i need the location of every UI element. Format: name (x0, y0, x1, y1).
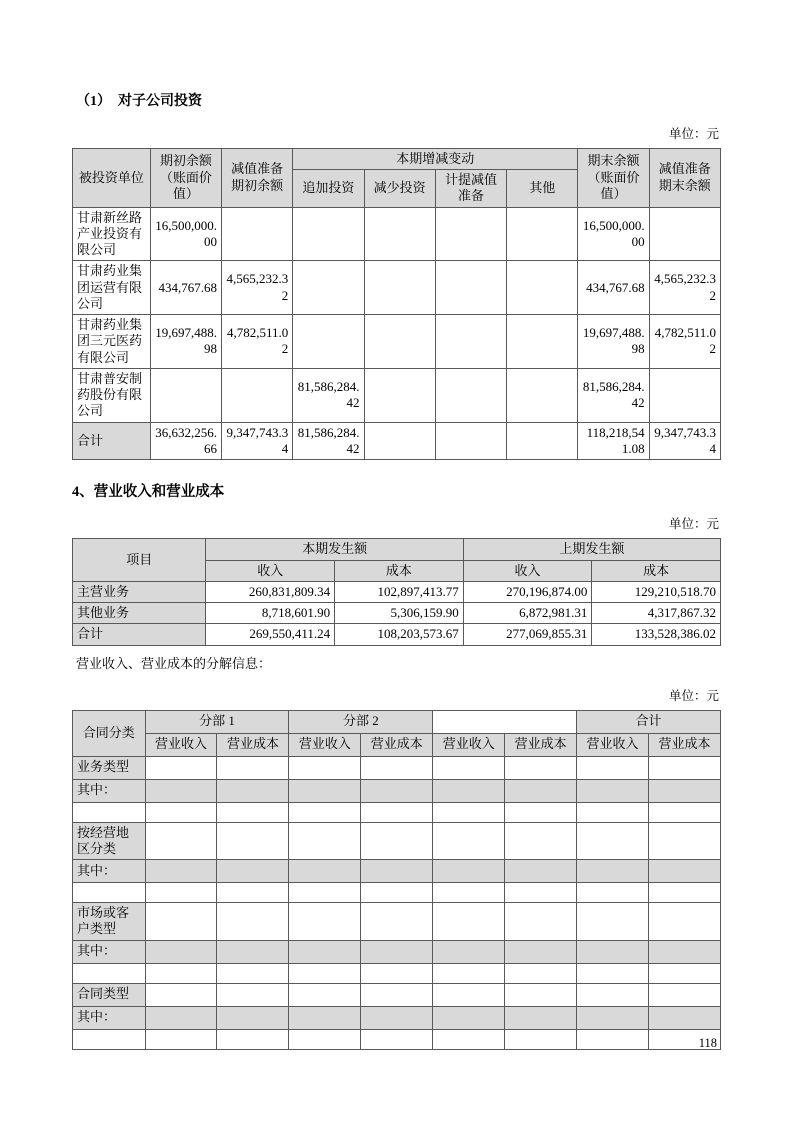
empty-cell (361, 963, 433, 983)
header-revenue: 营业收入 (145, 733, 217, 756)
empty-cell (505, 1006, 577, 1029)
empty-cell (649, 963, 721, 983)
header-other: 其他 (507, 170, 578, 208)
subsidiary-investment-table (72, 148, 721, 460)
amount-cell: 260,831,809.34 (206, 581, 335, 602)
table-row (73, 581, 721, 602)
empty-cell (361, 940, 433, 963)
empty-cell (217, 1006, 289, 1029)
header-cost: 营业成本 (217, 733, 289, 756)
header-item: 项目 (73, 539, 206, 582)
empty-cell (433, 802, 505, 822)
empty-cell (145, 883, 217, 903)
empty-cell (217, 903, 289, 941)
category-label-cell: 市场或客户类型 (73, 903, 146, 941)
amount-cell: 36,632,256.66 (150, 422, 221, 460)
amount-cell: 9,347,743.34 (222, 422, 293, 460)
amount-cell: 4,565,232.32 (222, 261, 293, 315)
amount-cell: 118,218,541.08 (578, 422, 649, 460)
empty-cell (217, 779, 289, 802)
empty-cell (577, 779, 649, 802)
table-row (73, 315, 721, 369)
empty-cell (505, 883, 577, 903)
category-label-cell: 按经营地区分类 (73, 822, 146, 860)
total-label-cell: 合计 (73, 422, 151, 460)
item-label-cell: 主营业务 (73, 581, 206, 602)
amount-cell: 9,347,743.34 (649, 422, 720, 460)
page-number: 118 (698, 1036, 717, 1050)
empty-cell (505, 983, 577, 1006)
page-content (72, 0, 721, 1050)
empty-cell (649, 860, 721, 883)
amount-cell: 5,306,159.90 (335, 603, 464, 624)
empty-cell (577, 940, 649, 963)
amount-cell: 4,317,867.32 (592, 603, 721, 624)
amount-cell (649, 368, 720, 422)
amount-cell (435, 315, 506, 369)
amount-cell: 81,586,284.42 (293, 368, 364, 422)
table-header-row (73, 710, 721, 733)
empty-cell (649, 779, 721, 802)
empty-cell (289, 883, 361, 903)
header-cost: 营业成本 (649, 733, 721, 756)
empty-cell (145, 822, 217, 860)
empty-cell (361, 1029, 433, 1049)
header-impairment-provision: 计提减值准备 (435, 170, 506, 208)
amount-cell: 19,697,488.98 (150, 315, 221, 369)
total-label-cell: 合计 (73, 624, 206, 645)
amount-cell (507, 261, 578, 315)
empty-cell (433, 822, 505, 860)
investee-name-cell: 甘肃药业集团三元医药有限公司 (73, 315, 151, 369)
empty-cell (289, 903, 361, 941)
amount-cell: 270,196,874.00 (463, 581, 592, 602)
header-additional-investment: 追加投资 (293, 170, 364, 208)
empty-cell (73, 883, 146, 903)
amount-cell: 8,718,601.90 (206, 603, 335, 624)
amount-cell (435, 368, 506, 422)
investee-name-cell: 甘肃新丝路产业投资有限公司 (73, 207, 151, 261)
header-cost: 成本 (335, 560, 464, 581)
header-revenue: 营业收入 (577, 733, 649, 756)
empty-cell (505, 1029, 577, 1049)
empty-cell (433, 903, 505, 941)
empty-cell (217, 983, 289, 1006)
empty-cell (73, 802, 146, 822)
empty-cell (289, 822, 361, 860)
table-row (73, 368, 721, 422)
empty-cell (649, 802, 721, 822)
empty-cell (361, 802, 433, 822)
amount-cell: 16,500,000.00 (150, 207, 221, 261)
empty-cell (433, 883, 505, 903)
empty-cell (289, 756, 361, 779)
amount-cell: 6,872,981.31 (463, 603, 592, 624)
empty-cell (217, 860, 289, 883)
header-cost: 成本 (592, 560, 721, 581)
header-opening-balance: 期初余额（账面价值） (150, 148, 221, 207)
table-row (73, 261, 721, 315)
including-label-cell: 其中： (73, 860, 146, 883)
header-segment3-blank (433, 710, 577, 733)
empty-cell (577, 1006, 649, 1029)
empty-cell (361, 1006, 433, 1029)
table-total-row (73, 624, 721, 645)
empty-cell (217, 802, 289, 822)
header-cost: 营业成本 (505, 733, 577, 756)
table-row (73, 903, 721, 941)
table-header-row (73, 733, 721, 756)
section-title: 4、营业收入和营业成本 (72, 484, 225, 501)
table-row (73, 983, 721, 1006)
empty-cell (361, 779, 433, 802)
empty-cell (433, 756, 505, 779)
table-row (73, 860, 721, 883)
amount-cell: 434,767.68 (578, 261, 649, 315)
empty-cell (361, 983, 433, 1006)
empty-cell (577, 822, 649, 860)
empty-cell (217, 822, 289, 860)
amount-cell: 4,565,232.32 (649, 261, 720, 315)
empty-cell (649, 822, 721, 860)
category-label-cell: 业务类型 (73, 756, 146, 779)
empty-cell (649, 983, 721, 1006)
empty-cell (577, 860, 649, 883)
amount-cell (507, 315, 578, 369)
empty-cell (433, 983, 505, 1006)
amount-cell: 102,897,413.77 (335, 581, 464, 602)
empty-cell (433, 963, 505, 983)
header-closing-balance: 期末余额（账面价值） (578, 148, 649, 207)
empty-cell (577, 963, 649, 983)
empty-cell (433, 860, 505, 883)
amount-cell (507, 207, 578, 261)
empty-cell (577, 903, 649, 941)
empty-cell (433, 1006, 505, 1029)
empty-cell (361, 822, 433, 860)
amount-cell: 81,586,284.42 (293, 422, 364, 460)
amount-cell (435, 261, 506, 315)
empty-cell (361, 756, 433, 779)
amount-cell (507, 422, 578, 460)
table-total-row (73, 422, 721, 460)
empty-cell (649, 883, 721, 903)
empty-cell (577, 983, 649, 1006)
revenue-cost-table (72, 538, 721, 645)
amount-cell (435, 207, 506, 261)
header-segment2: 分部 2 (289, 710, 433, 733)
unit-label: 单位：元 (668, 688, 719, 703)
empty-cell (505, 802, 577, 822)
header-contract-category: 合同分类 (73, 710, 146, 756)
empty-cell (289, 860, 361, 883)
amount-cell (293, 207, 364, 261)
amount-cell: 16,500,000.00 (578, 207, 649, 261)
empty-cell (289, 963, 361, 983)
empty-cell (145, 1006, 217, 1029)
header-revenue: 营业收入 (289, 733, 361, 756)
header-income: 收入 (206, 560, 335, 581)
unit-label: 单位：元 (668, 126, 719, 141)
empty-cell (577, 756, 649, 779)
table-row (73, 1006, 721, 1029)
empty-cell (73, 1029, 146, 1049)
empty-cell (577, 802, 649, 822)
amount-cell: 19,697,488.98 (578, 315, 649, 369)
empty-cell (649, 756, 721, 779)
amount-cell (150, 368, 221, 422)
header-impairment-closing: 减值准备期末余额 (649, 148, 720, 207)
empty-cell (217, 883, 289, 903)
header-cost: 营业成本 (361, 733, 433, 756)
header-reduced-investment: 减少投资 (364, 170, 435, 208)
header-segment1: 分部 1 (145, 710, 289, 733)
empty-cell (145, 1029, 217, 1049)
empty-cell (433, 779, 505, 802)
amount-cell: 4,782,511.02 (222, 315, 293, 369)
table-row (73, 883, 721, 903)
empty-cell (289, 940, 361, 963)
amount-cell (364, 422, 435, 460)
empty-cell (649, 1006, 721, 1029)
empty-cell (505, 779, 577, 802)
empty-cell (289, 1029, 361, 1049)
empty-cell (361, 883, 433, 903)
empty-cell (145, 940, 217, 963)
including-label-cell: 其中： (73, 779, 146, 802)
amount-cell (649, 207, 720, 261)
amount-cell: 133,528,386.02 (592, 624, 721, 645)
empty-cell (505, 822, 577, 860)
empty-cell (649, 940, 721, 963)
table-row (73, 802, 721, 822)
amount-cell (293, 261, 364, 315)
empty-cell (289, 983, 361, 1006)
table-row (73, 603, 721, 624)
amount-cell (364, 368, 435, 422)
empty-cell (505, 860, 577, 883)
empty-cell (505, 903, 577, 941)
table-header-row (73, 148, 721, 169)
amount-cell: 81,586,284.42 (578, 368, 649, 422)
amount-cell: 269,550,411.24 (206, 624, 335, 645)
amount-cell: 4,782,511.02 (649, 315, 720, 369)
empty-cell (433, 940, 505, 963)
table-row (73, 940, 721, 963)
including-label-cell: 其中： (73, 940, 146, 963)
header-period-change-group: 本期增减变动 (293, 148, 578, 169)
amount-cell (507, 368, 578, 422)
empty-cell (289, 779, 361, 802)
table-row (73, 207, 721, 261)
empty-cell (577, 883, 649, 903)
empty-cell (649, 903, 721, 941)
amount-cell: 277,069,855.31 (463, 624, 592, 645)
table-header-row (73, 539, 721, 560)
header-income: 收入 (463, 560, 592, 581)
header-investee: 被投资单位 (73, 148, 151, 207)
amount-cell (222, 207, 293, 261)
table-row (73, 963, 721, 983)
header-total: 合计 (577, 710, 721, 733)
amount-cell (364, 315, 435, 369)
unit-label: 单位：元 (668, 517, 719, 532)
empty-cell (577, 1029, 649, 1049)
empty-cell (505, 756, 577, 779)
header-prior-period: 上期发生额 (463, 539, 720, 560)
amount-cell: 108,203,573.67 (335, 624, 464, 645)
empty-cell (289, 802, 361, 822)
amount-cell (293, 315, 364, 369)
empty-cell (361, 860, 433, 883)
revenue-breakdown-table (72, 710, 721, 1050)
table-row (73, 1029, 721, 1049)
investee-name-cell: 甘肃普安制药股份有限公司 (73, 368, 151, 422)
empty-cell (217, 963, 289, 983)
empty-cell (433, 1029, 505, 1049)
empty-cell (145, 963, 217, 983)
table-row (73, 822, 721, 860)
empty-cell (145, 860, 217, 883)
breakdown-note: 营业收入、营业成本的分解信息： (76, 655, 272, 671)
empty-cell (217, 1029, 289, 1049)
empty-cell (217, 940, 289, 963)
table-row (73, 779, 721, 802)
empty-cell (73, 963, 146, 983)
empty-cell (145, 756, 217, 779)
amount-cell: 434,767.68 (150, 261, 221, 315)
subsection-title: （1） 对子公司投资 (76, 94, 202, 109)
amount-cell: 129,210,518.70 (592, 581, 721, 602)
amount-cell (364, 261, 435, 315)
amount-cell (364, 207, 435, 261)
amount-cell (222, 368, 293, 422)
header-revenue: 营业收入 (433, 733, 505, 756)
amount-cell (435, 422, 506, 460)
category-label-cell: 合同类型 (73, 983, 146, 1006)
empty-cell (145, 903, 217, 941)
empty-cell (361, 903, 433, 941)
empty-cell (289, 1006, 361, 1029)
header-impairment-opening: 减值准备期初余额 (222, 148, 293, 207)
investee-name-cell: 甘肃药业集团运营有限公司 (73, 261, 151, 315)
empty-cell (505, 963, 577, 983)
empty-cell (145, 779, 217, 802)
including-label-cell: 其中： (73, 1006, 146, 1029)
header-current-period: 本期发生额 (206, 539, 463, 560)
empty-cell (145, 802, 217, 822)
table-row (73, 756, 721, 779)
empty-cell (145, 983, 217, 1006)
empty-cell (217, 756, 289, 779)
empty-cell (505, 940, 577, 963)
item-label-cell: 其他业务 (73, 603, 206, 624)
